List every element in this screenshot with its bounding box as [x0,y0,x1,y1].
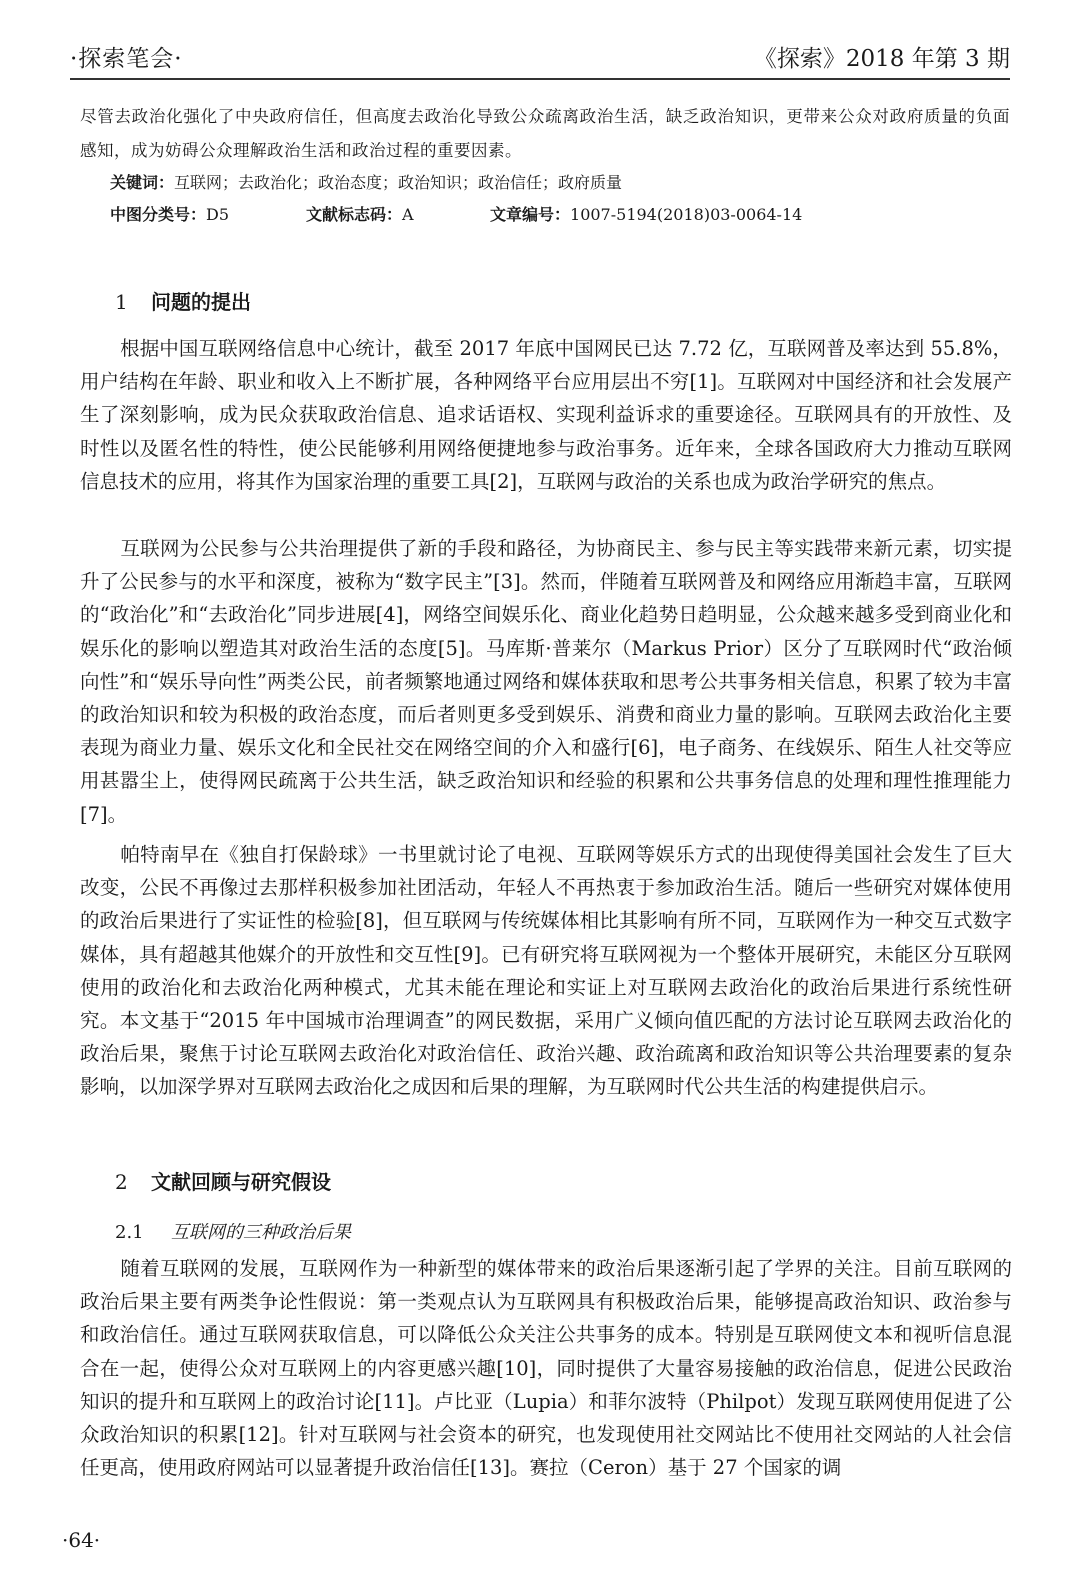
clc-value: D5 [206,205,230,224]
page-number: ·64· [62,1528,101,1552]
paragraph-text: 根据中国互联网络信息中心统计，截至 2017 年底中国网民已达 7.72 亿，互联网普及率达到 55.8%，用户结构在年龄、职业和收入上不断扩展，各种网络平台应用层出不穷[1]。互联网对中国经济和社会发展产生了深刻影响，成为民众获取政治信息、追求话语权、实现利益诉求的重要途径。互联网具有的开放性、及时性以及匿名性的特性，使公民能够利用网络便捷地参与政治事务。近年来，全球各国政府大力推动互联网信息技术的应用，将其作为国家治理的重要工具[2]，互联网与政治的关系也成为政治学研究的焦点。 [80,337,1012,493]
keywords-label: 关键词： [110,173,175,192]
doc-label: 文献标志码： [306,205,403,224]
keywords-value: 互联网；去政治化；政治态度；政治知识；政治信任；政府质量 [174,173,623,192]
paragraph-text: 帕特南早在《独自打保龄球》一书里就讨论了电视、互联网等娱乐方式的出现使得美国社会发生了巨大改变，公民不再像过去那样积极参加社团活动，年轻人不再热衷于参加政治生活。随后一些研究对媒体使用的政治后果进行了实证性的检验[8]，但互联网与传统媒体相比其影响有所不同，互联网作为一种交互式数字媒体，具有超越其他媒介的开放性和交互性[9]。已有研究将互联网视为一个整体开展研究，未能区分互联网使用的政治化和去政治化两种模式，尤其未能在理论和实证上对互联网去政治化的政治后果进行系统性研究。本文基于“2015 年中国城市治理调查”的网民数据，采用广义倾向值匹配的方法讨论互联网去政治化的政治后果，聚焦于讨论互联网去政治化对政治信任、政治兴趣、政治疏离和政治知识等公共治理要素的复杂影响，以加深学界对互联网去政治化之成因和后果的理解，为互联网时代公共生活的构建提供启示。 [80,843,1012,1099]
abstract-tail: 尽管去政治化强化了中央政府信任，但高度去政治化导致公众疏离政治生活，缺乏政治知识，更带来公众对政府质量的负面感知，成为妨碍公众理解政治生活和政治过程的重要因素。 [80,107,1010,160]
subsection-number: 2.1 [115,1222,144,1243]
clc-label: 中图分类号： [110,205,207,224]
article-value: 1007-5194(2018)03-0064-14 [570,205,803,224]
paragraph [80,1252,1012,1484]
paragraph [80,332,1012,498]
doc-code [306,200,414,230]
section-column-name: ·探索笔会· [70,46,183,72]
article-label: 文章编号： [490,205,571,224]
subsection-title: 互联网的三种政治后果 [171,1222,351,1243]
section-1-heading [115,286,251,315]
paragraph [80,532,1012,831]
clc-number [110,200,229,230]
section-1-title: 问题的提出 [151,290,251,314]
journal-issue: 《探索》2018 年第 3 期 [753,46,1010,72]
paragraph [80,838,1012,1104]
running-head [70,34,1010,74]
header-rule [70,78,1010,80]
subsection-heading [115,1218,351,1244]
keywords [110,168,990,198]
paragraph-text: 互联网为公民参与公共治理提供了新的手段和路径，为协商民主、参与民主等实践带来新元素，切实提升了公民参与的水平和深度，被称为“数字民主”[3]。然而，伴随着互联网普及和网络应用渐趋丰富，互联网的“政治化”和“去政治化”同步进展[4]，网络空间娱乐化、商业化趋势日趋明显，公众越来越多受到商业化和娱乐化的影响以塑造其对政治生活的态度[5]。马库斯·普莱尔（Markus Prior）区分了互联网时代“政治倾向性”和“娱乐导向性”两类公民，前者频繁地通过网络和媒体获取和思考公共事务相关信息，积累了较为丰富的政治知识和较为积极的政治态度，而后者则更多受到娱乐、消费和商业力量的影响。互联网去政治化主要表现为商业力量、娱乐文化和全民社交在网络空间的介入和盛行[6]，电子商务、在线娱乐、陌生人社交等应用甚嚣尘上，使得网民疏离于公共生活，缺乏政治知识和经验的积累和公共事务信息的处理和理性推理能力[7]。 [80,537,1012,826]
section-2-title: 文献回顾与研究假设 [151,1170,331,1194]
doc-value: A [402,205,414,224]
article-number [490,200,802,230]
section-2-number: 2 [115,1170,128,1194]
paragraph-text: 随着互联网的发展，互联网作为一种新型的媒体带来的政治后果逐渐引起了学界的关注。目前互联网的政治后果主要有两类争论性假说：第一类观点认为互联网具有积极政治后果，能够提高政治知识、政治参与和政治信任。通过互联网获取信息，可以降低公众关注公共事务的成本。特别是互联网使文本和视听信息混合在一起，使得公众对互联网上的内容更感兴趣[10]，同时提供了大量容易接触的政治信息，促进公民政治知识的提升和互联网上的政治讨论[11]。卢比亚（Lupia）和菲尔波特（Philpot）发现互联网使用促进了公众政治知识的积累[12]。针对互联网与社会资本的研究，也发现使用社交网站比不使用社交网站的人社会信任更高，使用政府网站可以显著提升政治信任[13]。赛拉（Ceron）基于 27 个国家的调 [80,1257,1012,1480]
section-2-heading [115,1166,331,1195]
section-1-number: 1 [115,290,128,314]
